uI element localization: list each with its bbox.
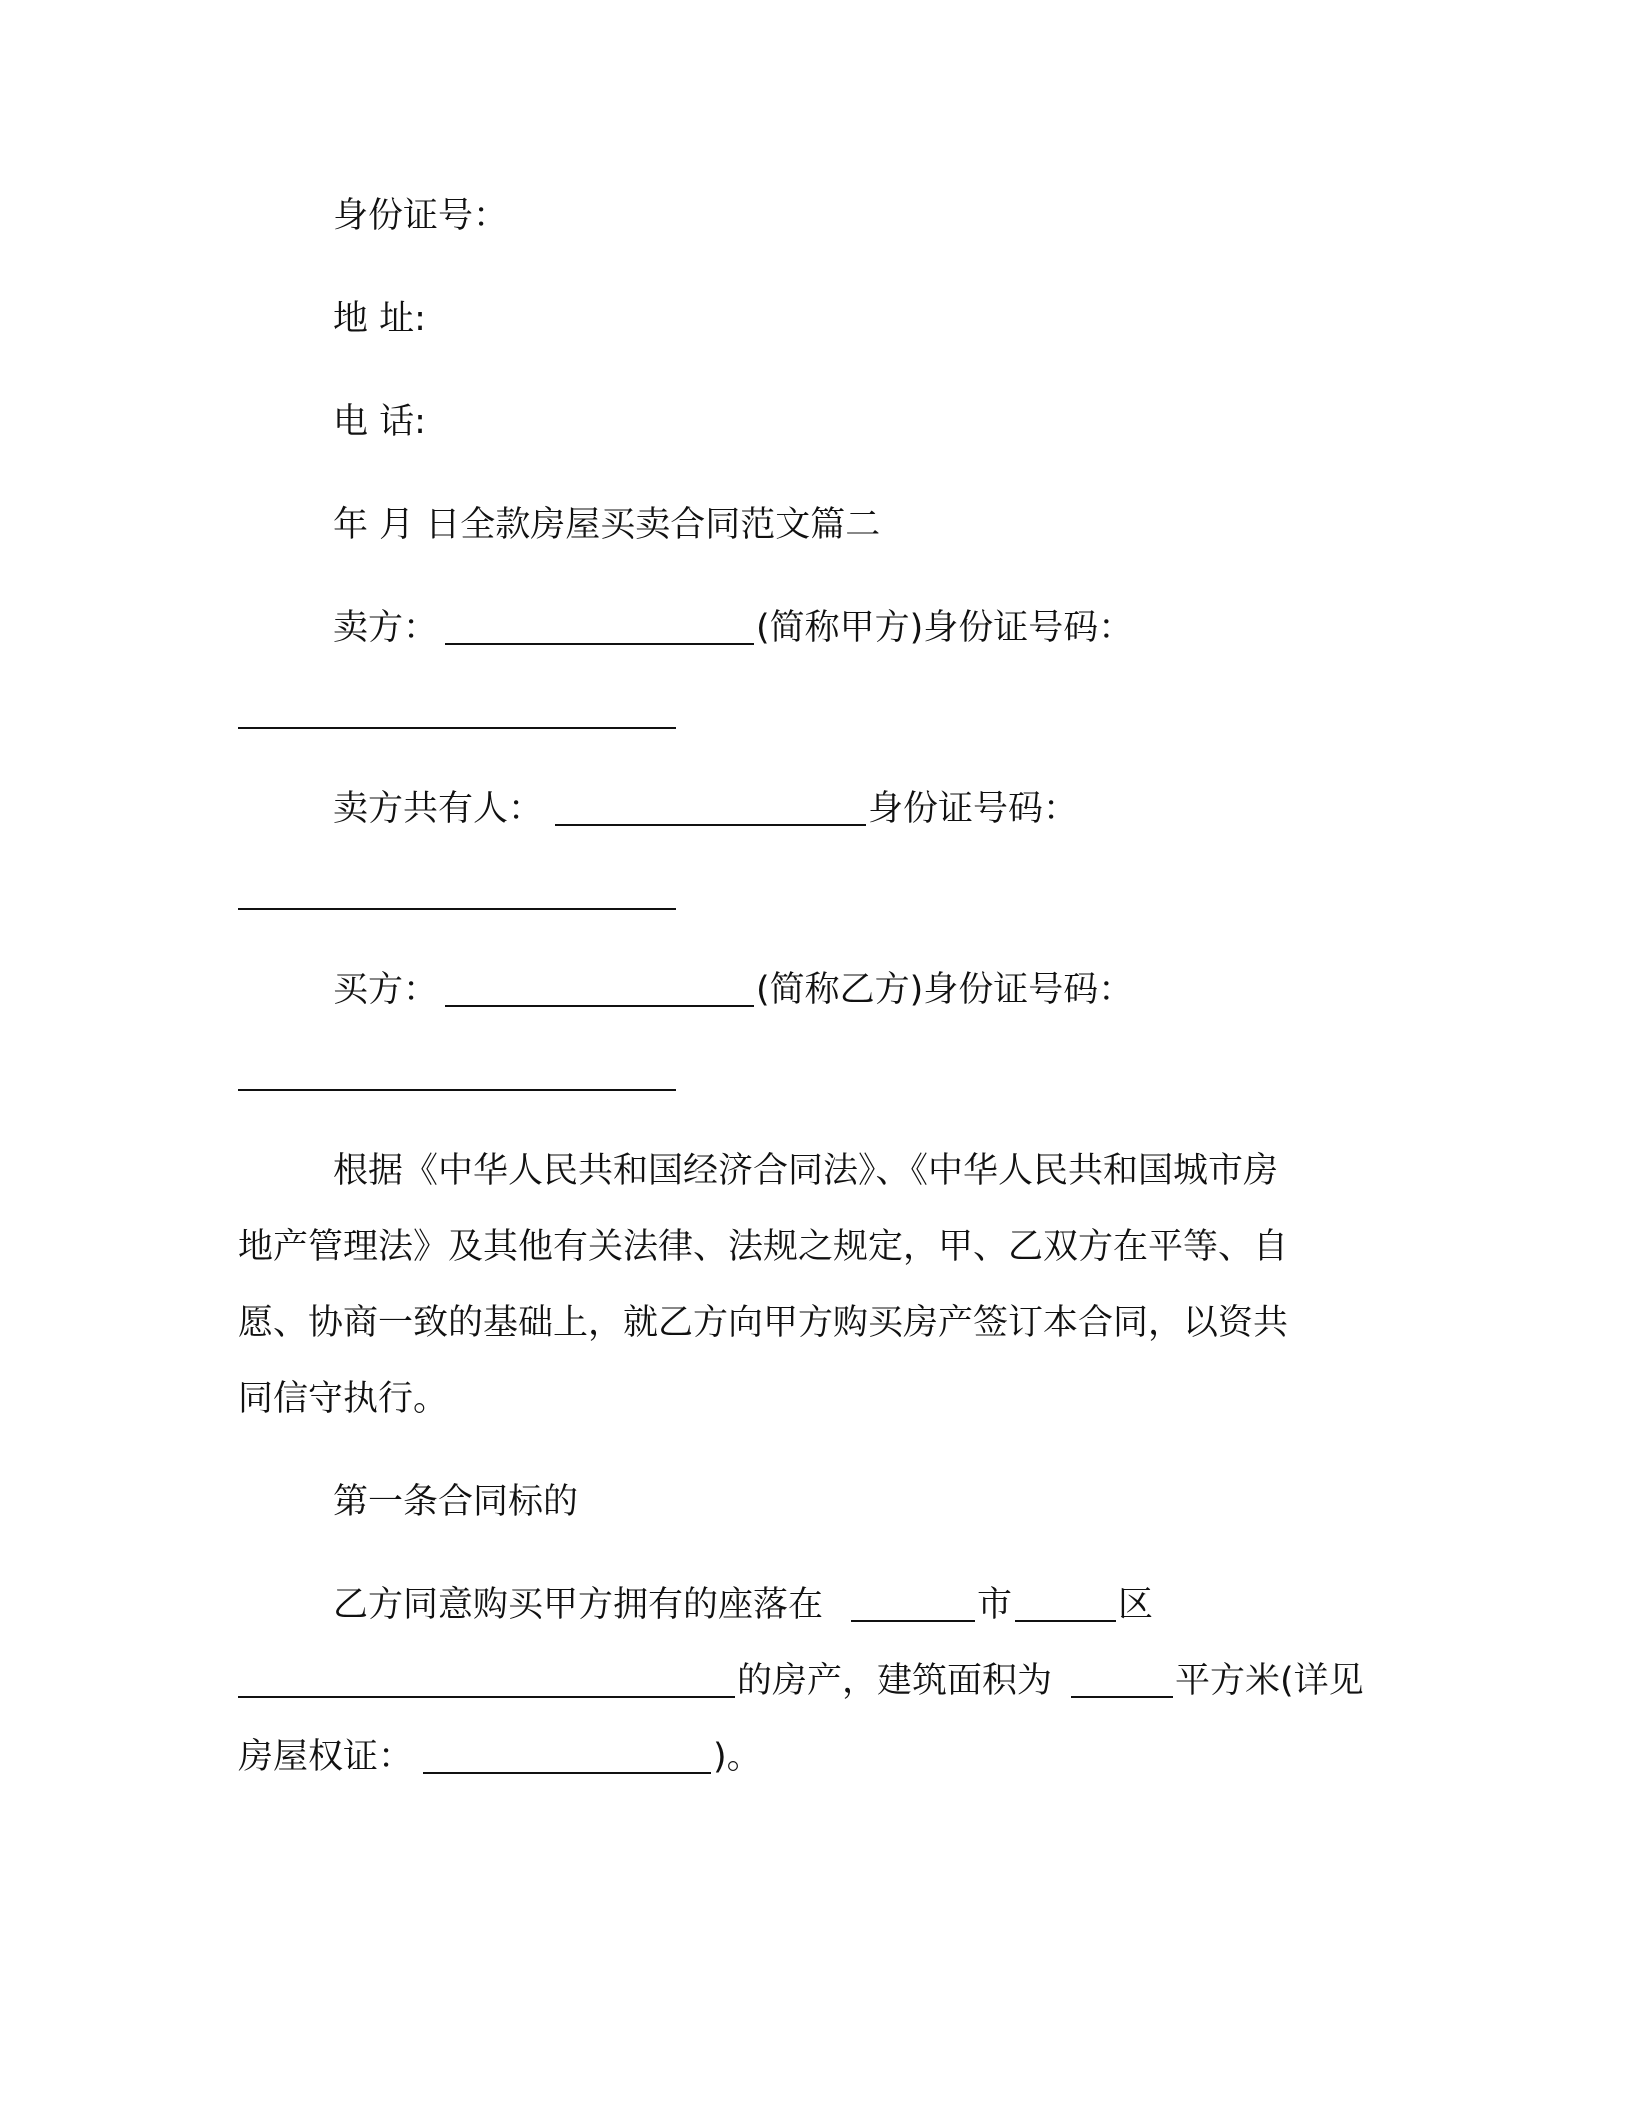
phone-line: 电 话: xyxy=(333,402,426,442)
coowner-id-blank xyxy=(238,908,676,910)
area-unit-text: 平方米(详见 xyxy=(1175,1661,1364,1701)
paragraph-line-1: 根据《中华人民共和国经济合同法》、《中华人民共和国城市房 xyxy=(333,1151,1279,1191)
city-blank xyxy=(851,1620,975,1622)
paragraph-line-4: 同信守执行。 xyxy=(238,1379,449,1419)
article-intro: 乙方同意购买甲方拥有的座落在 xyxy=(333,1585,824,1625)
seller-id-blank xyxy=(238,727,676,729)
seller-name-blank xyxy=(445,643,754,645)
seller-label: 卖方： xyxy=(333,608,439,648)
certificate-blank xyxy=(423,1772,711,1774)
coowner-id-label: 身份证号码： xyxy=(868,789,1079,829)
buyer-id-blank xyxy=(238,1089,676,1091)
id-number-line: 身份证号： xyxy=(333,196,509,236)
section-title: 年 月 日全款房屋买卖合同范文篇二 xyxy=(333,505,881,545)
district-label: 区 xyxy=(1118,1585,1154,1625)
city-label: 市 xyxy=(977,1585,1013,1625)
address-detail-blank xyxy=(238,1696,735,1698)
article-heading: 第一条合同标的 xyxy=(333,1482,579,1522)
paragraph-line-2: 地产管理法》及其他有关法律、法规之规定，甲、乙双方在平等、自 xyxy=(238,1227,1289,1267)
certificate-label: 房屋权证： xyxy=(238,1737,414,1777)
coowner-name-blank xyxy=(555,824,866,826)
paragraph-line-3: 愿、协商一致的基础上，就乙方向甲方购买房产签订本合同，以资共 xyxy=(238,1303,1289,1343)
certificate-end: )。 xyxy=(713,1737,762,1777)
address-line: 地 址: xyxy=(333,299,426,339)
buyer-label: 买方： xyxy=(333,970,439,1010)
buyer-id-label: (简称乙方)身份证号码： xyxy=(756,970,1134,1010)
buyer-name-blank xyxy=(445,1005,754,1007)
district-blank xyxy=(1015,1620,1116,1622)
coowner-label: 卖方共有人： xyxy=(333,789,544,829)
area-blank xyxy=(1071,1696,1173,1698)
property-text: 的房产，建筑面积为 xyxy=(737,1661,1053,1701)
seller-id-label: (简称甲方)身份证号码： xyxy=(756,608,1134,648)
